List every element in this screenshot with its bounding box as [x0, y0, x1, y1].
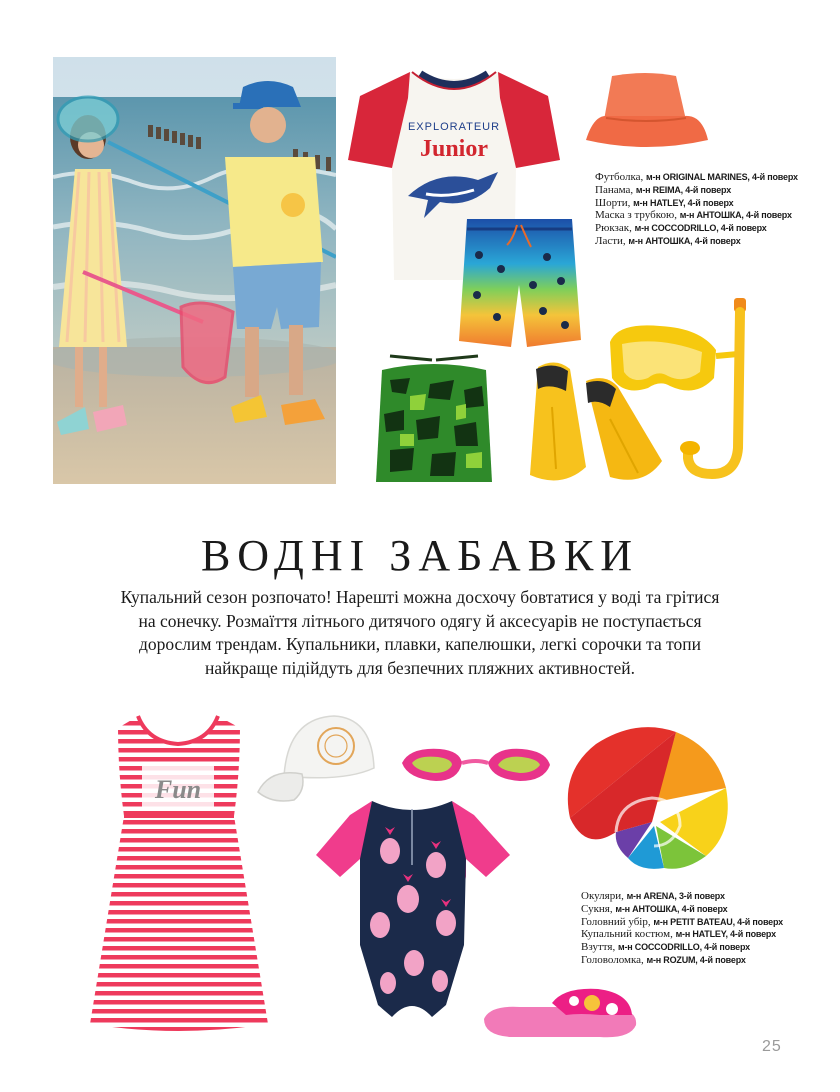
- credit-store: м-н ORIGINAL MARINES, 4-й поверх: [646, 172, 798, 182]
- credit-line: [595, 184, 798, 197]
- product-credits-top: [595, 171, 798, 248]
- cap-illustration: [254, 712, 378, 806]
- credit-line: [581, 928, 783, 941]
- bucket-hat-illustration: [584, 70, 710, 150]
- intro-paragraph: Купальний сезон розпочато! Нарешті можна досхочу бовтатися у воді та грітися на сонечку. Розмаїття літнього дитячого одягу й аксесуарів не поступається дорослим трендам. Купальники, плавки, капелюшки, легкі сорочки та топи найкраще підійдуть для безпечних пляжних активностей.: [120, 587, 720, 678]
- dress-print: Fun: [154, 775, 202, 804]
- credit-item: Головоломка,: [581, 953, 644, 966]
- shorts-illustration: [457, 215, 582, 350]
- credit-item: Головний убір,: [581, 915, 651, 928]
- credit-store: м-н АНТОШКА, 4-й поверх: [679, 210, 792, 221]
- mask-snorkel-illustration: [604, 298, 754, 488]
- credit-line: [581, 903, 783, 916]
- credit-item: Ласти,: [595, 234, 626, 247]
- credit-store: м-н PETIT BATEAU, 4-й поверх: [653, 916, 783, 927]
- tshirt-print-line1: EXPLORATEUR: [407, 121, 501, 133]
- credit-item: Рюкзак,: [595, 222, 632, 235]
- credit-line: [595, 171, 798, 184]
- credit-line: [581, 916, 783, 929]
- backpack-illustration: [370, 350, 498, 485]
- puzzle-shell-illustration: [556, 722, 734, 877]
- slide-sandal-product: [480, 985, 640, 1043]
- credit-item: Футболка,: [595, 171, 644, 183]
- product-credits-bottom: [581, 890, 783, 967]
- credit-line: [581, 890, 783, 903]
- page-title: ВОДНІ ЗАБАВКИ: [200, 531, 640, 580]
- credit-store: м-н COCCODRILLO, 4-й поверх: [634, 223, 767, 234]
- beach-photo: [53, 57, 336, 484]
- drawstring-backpack-product: [370, 350, 498, 485]
- page-number: 25: [762, 1038, 782, 1055]
- credit-line: [581, 954, 783, 967]
- credit-line: [595, 235, 798, 248]
- credit-item: Взуття,: [581, 941, 616, 954]
- shorts-product: [457, 215, 582, 350]
- dress-illustration: [90, 712, 268, 1034]
- mask-snorkel-product: [604, 298, 754, 488]
- cap-product: [254, 712, 378, 806]
- tshirt-print-line2: Junior: [419, 136, 489, 162]
- swim-goggles-product: [400, 737, 552, 787]
- credit-line: [581, 941, 783, 954]
- dress-product: [90, 712, 268, 1034]
- credit-item: Сукня,: [581, 902, 613, 915]
- puzzle-shell-product: [556, 722, 734, 877]
- credit-line: [595, 197, 798, 210]
- credit-store: м-н АНТОШКА, 4-й поверх: [615, 903, 728, 914]
- credit-store: м-н ROZUM, 4-й поверх: [646, 954, 746, 965]
- credit-store: м-н ARENA, 3-й поверх: [626, 891, 725, 901]
- slide-sandal-illustration: [480, 985, 640, 1043]
- credit-line: [595, 222, 798, 235]
- credit-item: Окуляри,: [581, 890, 624, 902]
- credit-item: Купальний костюм,: [581, 928, 673, 941]
- credit-store: м-н REIMA, 4-й поверх: [635, 184, 732, 195]
- credit-item: Маска з трубкою,: [595, 209, 677, 222]
- credit-store: м-н HATLEY, 4-й поверх: [633, 197, 734, 208]
- credit-store: м-н COCCODRILLO, 4-й поверх: [617, 942, 750, 953]
- bucket-hat-product: [584, 70, 710, 150]
- credit-store: м-н АНТОШКА, 4-й поверх: [628, 235, 741, 246]
- credit-store: м-н HATLEY, 4-й поверх: [675, 929, 776, 940]
- credit-line: [595, 209, 798, 222]
- credit-item: Шорти,: [595, 196, 631, 209]
- credit-item: Панама,: [595, 183, 634, 196]
- beach-photo-illustration: [53, 57, 336, 484]
- goggles-illustration: [400, 737, 552, 787]
